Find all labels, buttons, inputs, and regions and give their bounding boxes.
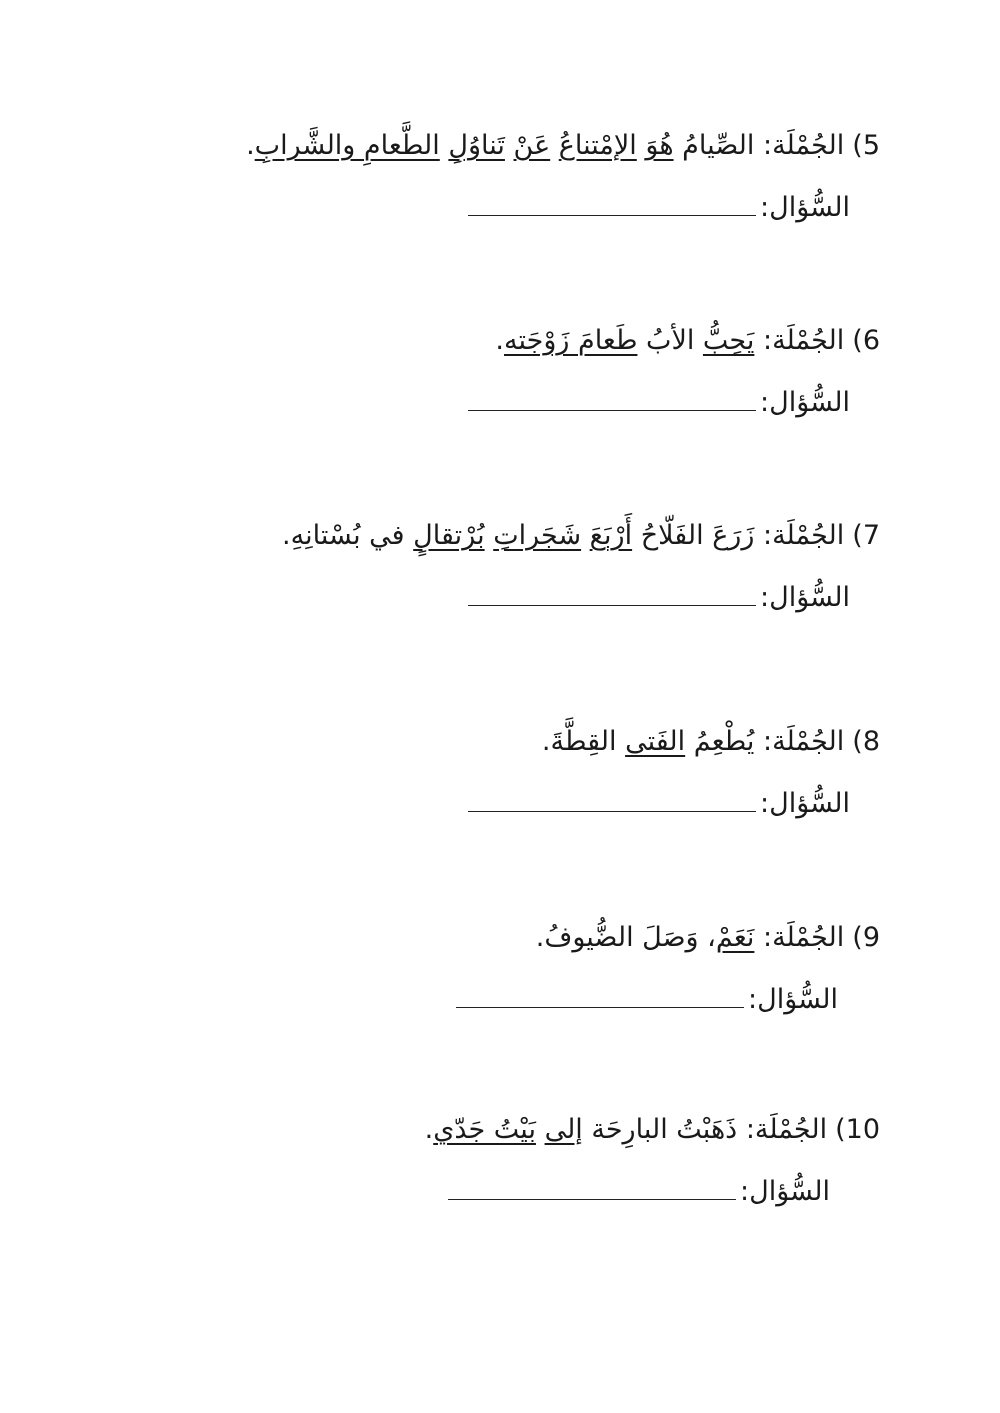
sentence-segment: القِطَّةَ. [541,726,626,757]
sentence-label: الجُمْلَة: [762,325,845,356]
sentence-line [120,126,880,166]
answer-blank[interactable] [468,386,756,411]
underlined-segment: الطَّعامِ والشَّرابِ [254,130,440,161]
underlined-segment: طَعامَ زَوْجَته [504,325,638,356]
sentence-segment: الأبُ [637,325,703,356]
underlined-segment: أَرْبَعَ [589,520,633,551]
sentence-segment [550,130,559,161]
sentence-segment [505,130,514,161]
answer-blank[interactable] [468,581,756,606]
sentence-segment: . [424,1114,434,1145]
item-number: 7) [852,520,880,551]
sentence-segment: يُطْعِمُ [685,726,755,757]
sentence-segment [581,520,590,551]
question-line [120,188,880,228]
sentence-text [536,922,755,953]
sentence-text [495,325,754,356]
question-item-9 [120,918,880,1020]
question-line [120,980,880,1020]
answer-blank[interactable] [448,1175,736,1200]
underlined-segment: هُوَ [645,130,674,161]
sentence-segment: . [495,325,504,356]
question-line [120,784,880,824]
question-line [120,578,880,618]
underlined-segment: بَيْتُ جَدّي [433,1114,536,1145]
sentence-label: الجُمْلَة: [762,726,845,757]
sentence-label: الجُمْلَة: [745,1114,828,1145]
sentence-text [246,130,754,161]
question-label: السُّؤال: [760,582,850,613]
sentence-label: الجُمْلَة: [762,520,845,551]
underlined-segment: نَعَمْ [715,922,755,953]
question-item-5 [120,126,880,228]
sentence-segment [536,1114,545,1145]
underlined-segment: الإمْتناعُ [558,130,637,161]
question-label: السُّؤال: [760,788,850,819]
answer-blank[interactable] [468,787,756,812]
sentence-text [282,520,754,551]
sentence-line [120,1110,880,1150]
sentence-line [120,516,880,556]
sentence-text [425,1114,738,1145]
item-number: 10) [835,1114,880,1145]
question-item-6 [120,321,880,423]
item-number: 8) [852,726,880,757]
sentence-segment: ذَهَبْتُ البارِحَة [582,1114,738,1145]
sentence-segment: ، وَصَلَ الضُّيوفُ. [535,922,716,953]
question-label: السُّؤال: [760,387,850,418]
sentence-segment [485,520,494,551]
sentence-line [120,722,880,762]
question-item-7 [120,516,880,618]
sentence-segment: زَرَعَ الفَلّاحُ [632,520,755,551]
sentence-line [120,918,880,958]
sentence-segment: . [246,130,255,161]
question-label: السُّؤال: [740,1176,830,1207]
question-item-8 [120,722,880,824]
item-number: 9) [852,922,880,953]
answer-blank[interactable] [456,983,744,1008]
sentence-label: الجُمْلَة: [762,130,845,161]
answer-blank[interactable] [468,191,756,216]
item-number: 6) [852,325,880,356]
sentence-segment: في بُسْتانِهِ. [282,520,414,551]
question-item-10 [120,1110,880,1212]
question-label: السُّؤال: [760,192,850,223]
sentence-label: الجُمْلَة: [762,922,845,953]
underlined-segment: عَنْ [513,130,551,161]
sentence-segment: الصِّيامُ [673,130,755,161]
sentence-line [120,321,880,361]
underlined-segment: الفَتى [625,726,686,757]
item-number: 5) [852,130,880,161]
underlined-segment: تَناوُلِ [448,130,505,161]
question-line [120,383,880,423]
sentence-text [542,726,754,757]
underlined-segment: يَحِبُّ [702,325,755,356]
question-label: السُّؤال: [748,984,838,1015]
underlined-segment: شَجَراتِ [493,520,582,551]
question-line [120,1172,880,1212]
underlined-segment: إلى [544,1114,583,1145]
underlined-segment: بُرْتقالٍ [413,520,485,551]
